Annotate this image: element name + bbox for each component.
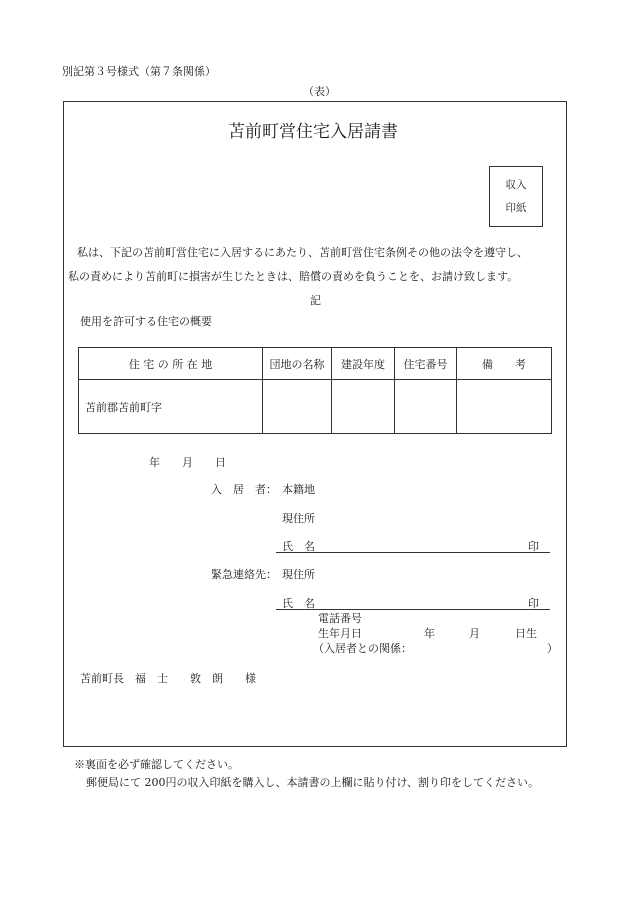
- ki-label: 記: [310, 294, 321, 307]
- revenue-stamp-box: [489, 166, 543, 227]
- tenant-role-label: 入 居 者：: [211, 483, 277, 496]
- tenant-seal-mark: 印: [528, 540, 539, 553]
- addressee: 苫前町長 福 士 敦 朗 様: [80, 672, 256, 685]
- table-header-row: [79, 348, 552, 380]
- emergency-address-label: 現住所: [282, 568, 315, 581]
- header-remarks: 備 考: [457, 348, 552, 380]
- tenant-address-label: 現住所: [282, 512, 315, 525]
- header-unit-number: 住宅番号: [395, 348, 457, 380]
- page-title: 苫前町営住宅入居請書: [228, 122, 398, 142]
- emergency-relation-open: （入居者との関係：: [313, 642, 412, 655]
- stamp-label-line2: 印紙: [505, 202, 527, 214]
- emergency-seal-mark: 印: [528, 597, 539, 610]
- emergency-role-label: 緊急連絡先：: [211, 568, 277, 581]
- note-line-1: ※裏面を必ず確認してください。: [74, 758, 239, 771]
- emergency-birth-label: 生年月日: [318, 627, 362, 640]
- cell-complex-name: [263, 380, 332, 434]
- side-label: （表）: [303, 85, 336, 98]
- section-label: 使用を許可する住宅の概要: [80, 315, 212, 328]
- cell-construction-year: [332, 380, 395, 434]
- date-line: 年 月 日: [149, 456, 226, 469]
- stamp-label-line1: 収入: [505, 179, 527, 191]
- cell-remarks: [457, 380, 552, 434]
- note-line-2: 郵便局にて 200円の収入印紙を購入し、本請書の上欄に貼り付け、割り印をしてください。: [86, 776, 540, 789]
- emergency-birth-month: 月: [469, 627, 480, 640]
- tenant-name-underline: [276, 552, 550, 553]
- table-row: [79, 380, 552, 434]
- emergency-relation-close: ）: [547, 642, 558, 655]
- emergency-phone-label: 電話番号: [318, 612, 362, 625]
- cell-unit-number: [395, 380, 457, 434]
- housing-overview-table: [78, 347, 552, 434]
- pledge-line-1: 私は、下記の苫前町営住宅に入居するにあたり、苫前町営住宅条例その他の法令を遵守し、: [77, 246, 528, 259]
- tenant-name-label: 氏 名: [282, 540, 315, 553]
- pledge-line-2: 私の責めにより苫前町に損害が生じたときは、賠償の責めを負うことを、お請け致します。: [68, 270, 519, 283]
- form-number: 別記第３号様式（第７条関係）: [62, 65, 216, 78]
- emergency-name-label: 氏 名: [282, 597, 315, 610]
- emergency-name-underline: [276, 609, 550, 610]
- emergency-birth-year: 年: [424, 627, 435, 640]
- header-location: 住 宅 の 所 在 地: [79, 348, 263, 380]
- emergency-birth-day: 日生: [515, 627, 537, 640]
- tenant-registered-domicile: 本籍地: [282, 483, 315, 496]
- header-construction-year: 建設年度: [332, 348, 395, 380]
- header-complex-name: 団地の名称: [263, 348, 332, 380]
- cell-location: 苫前郡苫前町字: [79, 380, 263, 434]
